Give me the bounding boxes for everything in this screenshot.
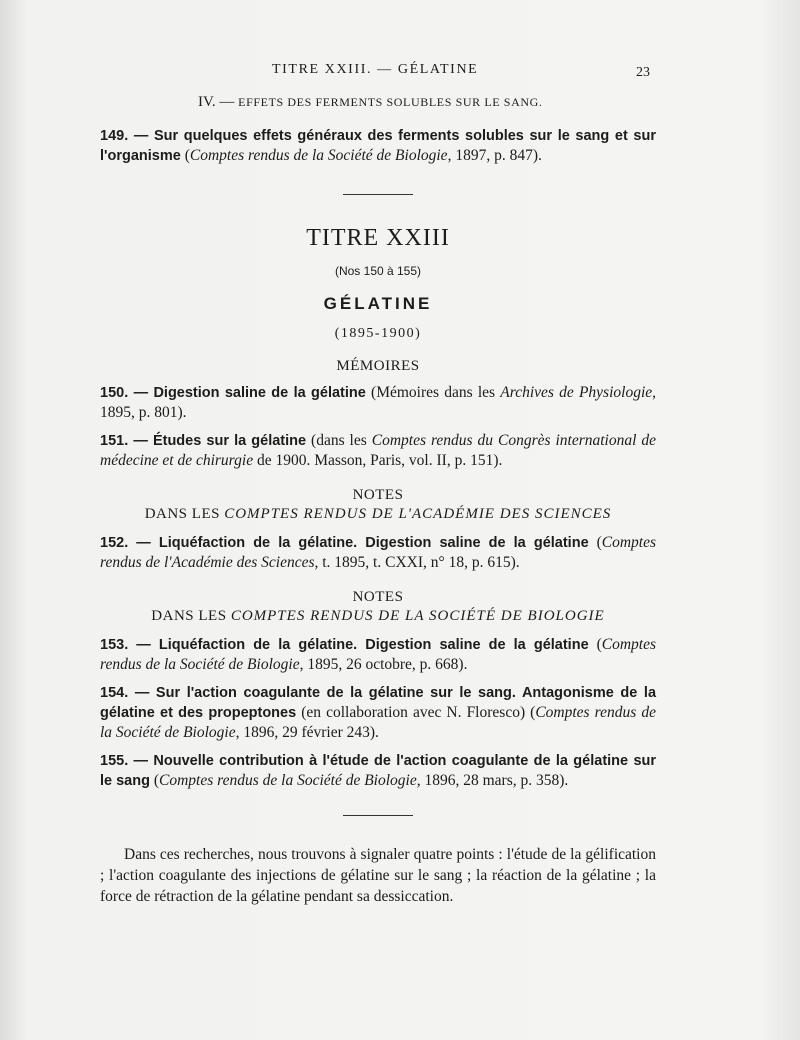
page-body — [100, 94, 656, 907]
running-title: TITRE XXIII. — GÉLATINE — [272, 62, 479, 77]
entry-153: 153. — Liquéfaction de la gélatine. Digestion saline de la gélatine (Comptes rendus de la Société de Biologie, 1895, 26 octobre, p. 668). — [100, 636, 656, 673]
notes-academie-heading-line2: DANS LES COMPTES RENDUS DE L'ACADÉMIE DES SCIENCES — [144, 506, 612, 522]
entry-number: 149. — — [100, 128, 154, 144]
titre-heading: TITRE XXIII — [306, 225, 450, 251]
notes-biologie-heading-line2: DANS LES COMPTES RENDUS DE LA SOCIÉTÉ DE BIOLOGIE — [151, 608, 605, 624]
running-head — [0, 62, 800, 86]
section-heading — [198, 94, 656, 120]
entry-149: 149. — Sur quelques effets généraux des ferments solubles sur le sang et sur l'organisme (Comptes rendus de la Société de Biologie, 1897, p. 847). — [100, 128, 656, 164]
section-numeral: IV. — — [198, 94, 239, 110]
entry-152: 152. — Liquéfaction de la gélatine. Digestion saline de la gélatine (Comptes rendus de l'Académie des Sciences, t. 1895, t. CXXI, n° 18, p. 615). — [100, 534, 656, 571]
titre-dates: (1895-1900) — [334, 326, 422, 341]
entry-source: Comptes rendus de la Société de Biologie — [189, 147, 448, 164]
section-label: EFFETS DES FERMENTS SOLUBLES SUR LE SANG. — [238, 95, 543, 109]
entry-150: 150. — Digestion saline de la gélatine (Mémoires dans les Archives de Physiologie, 1895, p. 801). — [100, 384, 656, 421]
titre-numbers: (Nos 150 à 155) — [334, 264, 422, 278]
entry-154: 154. — Sur l'action coagulante de la gélatine sur le sang. Antagonisme de la gélatine et des propeptones (en collaboration avec N. Floresco) (Comptes rendus de la Société de Biologie, 1896, 29 février 243). — [100, 685, 657, 741]
titre-subject: GÉLATINE — [323, 294, 433, 313]
entry-151: 151. — Études sur la gélatine (dans les Comptes rendus du Congrès international de médecine et de chirurgie de 1900. Masson, Paris, vol. II, p. 151). — [100, 432, 657, 469]
page-number: 23 — [636, 65, 650, 80]
notes-biologie-heading-line1: NOTES — [352, 589, 404, 605]
memoires-heading: MÉMOIRES — [336, 358, 420, 374]
entry-title: Sur quelques effets généraux des ferments solubles sur le sang et sur l'organisme — [100, 128, 656, 164]
notes-academie-heading-line1: NOTES — [352, 487, 404, 503]
conclusion-paragraph: Dans ces recherches, nous trouvons à signaler quatre points : l'étude de la gélification ; l'action coagulante des injections de gélatine sur le sang ; la réaction de la gélatine ; la force de rétraction de la gélatine pendant sa dessiccation. — [100, 846, 656, 905]
entry-155: 155. — Nouvelle contribution à l'étude de l'action coagulante de la gélatine sur le sang (Comptes rendus de la Société de Biologie, 1896, 28 mars, p. 358). — [100, 753, 657, 789]
